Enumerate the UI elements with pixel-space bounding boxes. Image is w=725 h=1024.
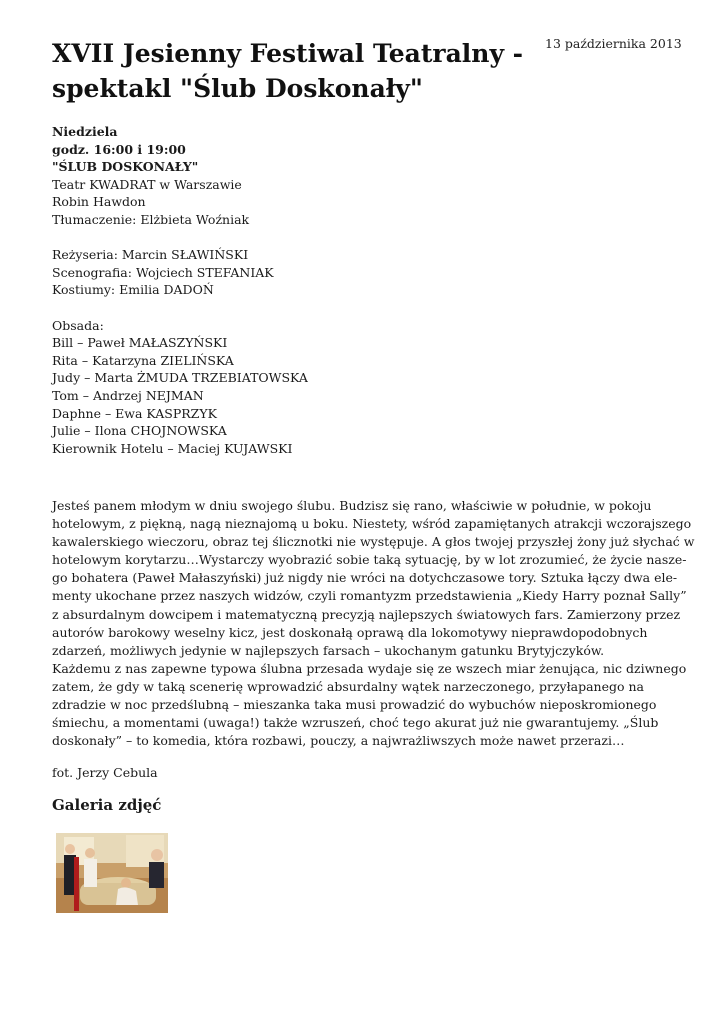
info-line: Daphne – Ewa KASPRZYK <box>52 405 217 421</box>
info-line: Obsada: <box>52 317 104 333</box>
body-line: Jesteś panem młodym w dniu swojego ślubu. Budzisz się rano, właściwie w południe, w pokoju <box>52 498 652 513</box>
body-line: menty ukochane przez naszych widzów, czyli romantyzm przedstawienia „Kiedy Harry poznał Sally” <box>52 588 687 604</box>
info-line: Scenografia: Wojciech STEFANIAK <box>52 264 274 280</box>
article-body <box>52 497 695 750</box>
info-line: Tłumaczenie: Elżbieta Woźniak <box>52 211 250 227</box>
info-line: Rita – Katarzyna ZIELIŃSKA <box>52 352 234 368</box>
body-line: doskonały” – to komedia, która rozbawi, pouczy, a najwrażliwszych może nawet przerazi… <box>52 733 625 749</box>
info-line: "ŚLUB DOSKONAŁY" <box>52 159 199 175</box>
gallery-title: Galeria zdjęć <box>52 796 162 814</box>
spacer <box>52 299 672 317</box>
info-line: Kierownik Hotelu – Maciej KUJAWSKI <box>52 440 293 456</box>
body-line: zatem, że gdy w taką scenerię wprowadzić absurdalny wątek narzeczonego, przyłapanego na <box>52 678 645 694</box>
info-line: Teatr KWADRAT w Warszawie <box>52 176 242 192</box>
body-line: zdradzie w noc przedślubną – mieszanka taka musi prowadzić do wybuchów nieposkromionego <box>52 697 657 713</box>
info-line: Kostiumy: Emilia DADOŃ <box>52 282 214 298</box>
stage-photo-thumbnail-icon <box>56 833 168 913</box>
body-line: go bohatera (Paweł Małaszyński) już nigdy nie wróci na dotychczasowe tory. Sztuka łączy dwa ele- <box>52 570 678 586</box>
event-info <box>52 123 672 457</box>
info-line: Robin Hawdon <box>52 194 146 210</box>
info-line: Julie – Ilona CHOJNOWSKA <box>52 423 227 439</box>
body-line: śmiechu, a momentami (uwaga!) także wzruszeń, choć tego akurat już nie gwarantujemy. „Ślub <box>52 715 659 731</box>
info-line: Judy – Marta ŻMUDA TRZEBIATOWSKA <box>52 370 308 386</box>
article-date: 13 października 2013 <box>545 36 682 51</box>
info-line: godz. 16:00 i 19:00 <box>52 141 186 157</box>
body-line: Każdemu z nas zapewne typowa ślubna przesada wydaje się ze wszech miar żenująca, nic dziwnego <box>52 660 687 676</box>
body-line: zdarzeń, możliwych jedynie w najlepszych farsach – ukochanym gatunku Brytyjczyków. <box>52 642 605 658</box>
body-line: kawalerskiego wieczoru, obraz tej ślicznotki nie występuje. A głos twojej przyszłej żony już słychać w <box>52 534 695 550</box>
body-line: z absurdalnym dowcipem i matematyczną precyzją najlepszych światowych fars. Zamierzony przez <box>52 606 681 622</box>
article-title: XVII Jesienny Festiwal Teatralny - spektakl "Ślub Doskonały" <box>52 39 524 103</box>
info-line: Tom – Andrzej NEJMAN <box>52 387 204 403</box>
body-line: hotelowym, z piękną, nagą nieznajomą u boku. Niestety, wśród zapamiętanych atrakcji wczorajszego <box>52 516 692 532</box>
info-line: Bill – Paweł MAŁASZYŃSKI <box>52 335 228 351</box>
spacer <box>52 229 672 247</box>
info-line: Niedziela <box>52 124 118 139</box>
photo-credit: fot. Jerzy Cebula <box>52 765 158 780</box>
gallery-thumbnail[interactable] <box>56 833 168 913</box>
body-line: autorów barokowy weselny kicz, jest doskonałą oprawą dla lokomotywy nieprawdopodobnych <box>52 624 648 640</box>
info-line: Reżyseria: Marcin SŁAWIŃSKI <box>52 247 249 263</box>
body-line: hotelowym korytarzu…Wystarczy wyobrazić sobie taką sytuację, by w lot zrozumieć, że życie nasze- <box>52 552 687 568</box>
